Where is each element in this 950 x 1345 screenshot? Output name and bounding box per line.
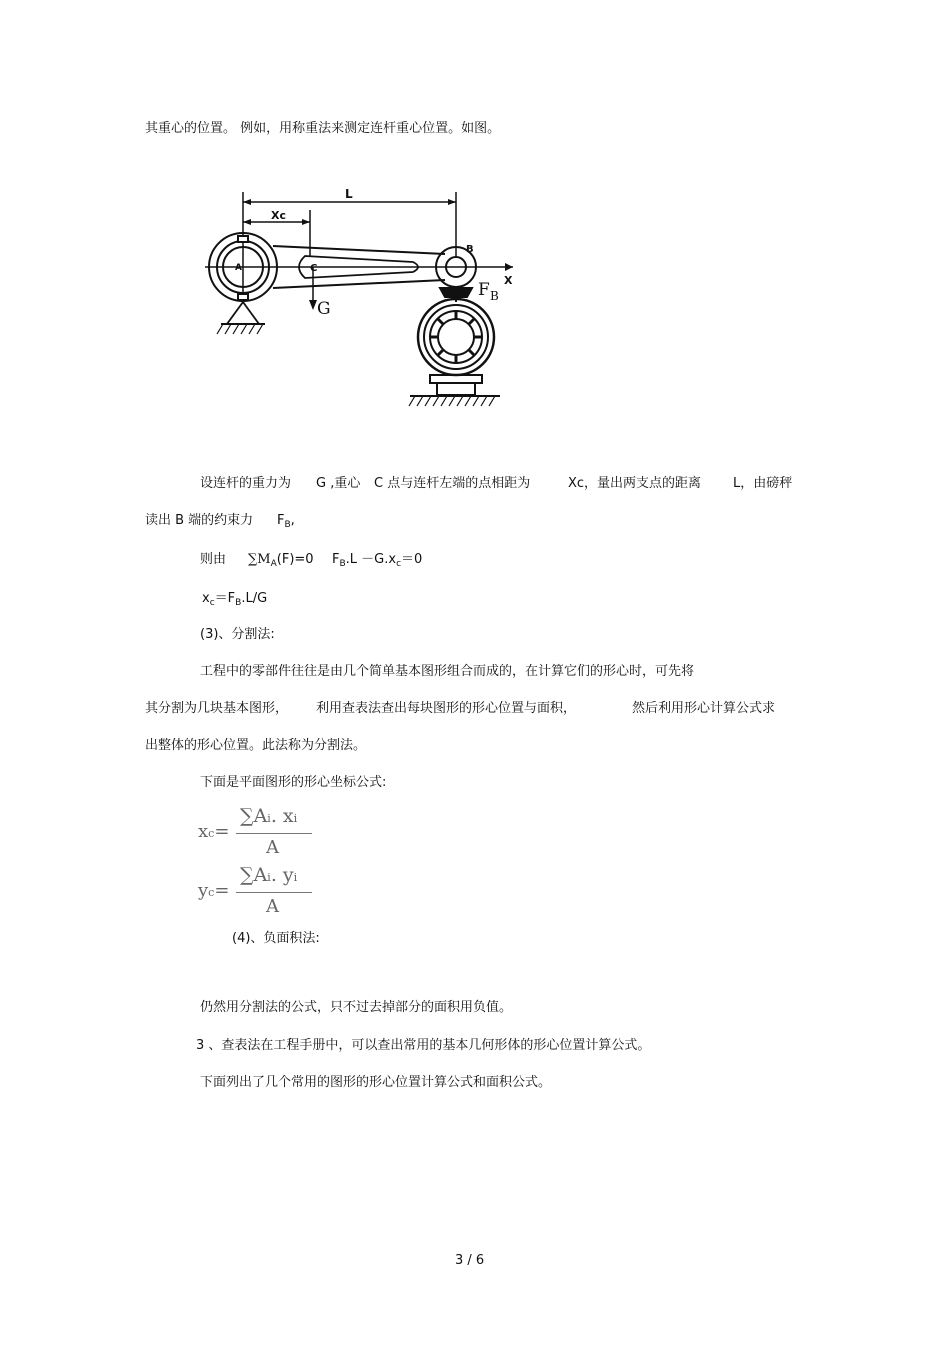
formula-numerator: ∑Ai. xi — [240, 805, 298, 827]
label-x: X — [504, 274, 513, 287]
text-segment: 读出 B 端的约束力 — [145, 513, 254, 528]
fraction-bar — [236, 892, 312, 893]
label-F: F — [478, 280, 490, 300]
intro-line: 其重心的位置。 例如，用称重法来测定连杆重心位置。如图。 — [145, 121, 501, 136]
eq-body: $F_B.L -G.x_c=0$ — [332, 552, 423, 569]
section-4-heading: (4)、负面积法: — [232, 931, 320, 946]
fraction-bar — [236, 833, 312, 834]
section-3-para-line3: 出整体的形心位置。此法称为分割法。 — [145, 738, 367, 753]
label-xc: Xc — [271, 209, 287, 222]
label-F-sub: B — [490, 289, 499, 303]
label-A: A — [235, 263, 242, 273]
text-segment: L，由磅秤 — [733, 476, 793, 491]
section-5-para-line1: 3 、查表法在工程手册中，可以查出常用的基本几何形体的形心位置计算公式。 — [196, 1038, 651, 1053]
text-segment: C 点与连杆左端的点相距为 — [374, 476, 531, 491]
label-B: B — [466, 244, 474, 255]
page-number: 3 / 6 — [455, 1253, 485, 1268]
formula-lhs: yc= — [198, 880, 230, 901]
label-G: G — [317, 299, 331, 319]
connecting-rod-weighing-diagram — [195, 182, 525, 417]
formula-xc — [198, 805, 328, 863]
text-segment: G ,重心 — [316, 476, 361, 491]
formula-numerator: ∑Ai. yi — [240, 864, 298, 886]
section-5-para-line2: 下面列出了几个常用的图形的形心位置计算公式和面积公式。 — [200, 1075, 552, 1090]
formula-denominator: A — [266, 896, 279, 917]
label-L: L — [345, 187, 353, 201]
equation-xc: $x_c=F_B.L/G$ — [202, 591, 268, 608]
formula-denominator: A — [266, 837, 279, 858]
formula-intro: 下面是平面图形的形心坐标公式: — [200, 775, 387, 790]
eq-prefix: 则由 — [200, 552, 227, 567]
text-segment: 然后利用形心计算公式求 — [632, 701, 776, 716]
section-3-heading: (3)、分割法: — [200, 627, 275, 642]
text-segment: Xc，量出两支点的距离 — [568, 476, 702, 491]
section-3-para-line1: 工程中的零部件往往是由几个简单基本图形组合而成的，在计算它们的形心时，可先将 — [200, 664, 695, 679]
eq-sum: $\sum M_A(F)=0$ — [248, 552, 314, 569]
text-segment: 其分割为几块基本图形， — [145, 701, 289, 716]
text-segment: 设连杆的重力为 — [200, 476, 292, 491]
label-C: C — [310, 263, 318, 274]
force-symbol: $F_B$, — [277, 513, 295, 530]
formula-lhs: xc= — [198, 821, 230, 842]
section-4-para: 仍然用分割法的公式，只不过去掉部分的面积用负值。 — [200, 1000, 513, 1015]
formula-yc — [198, 864, 328, 922]
text-segment: 利用查表法查出每块图形的形心位置与面积， — [316, 701, 577, 716]
